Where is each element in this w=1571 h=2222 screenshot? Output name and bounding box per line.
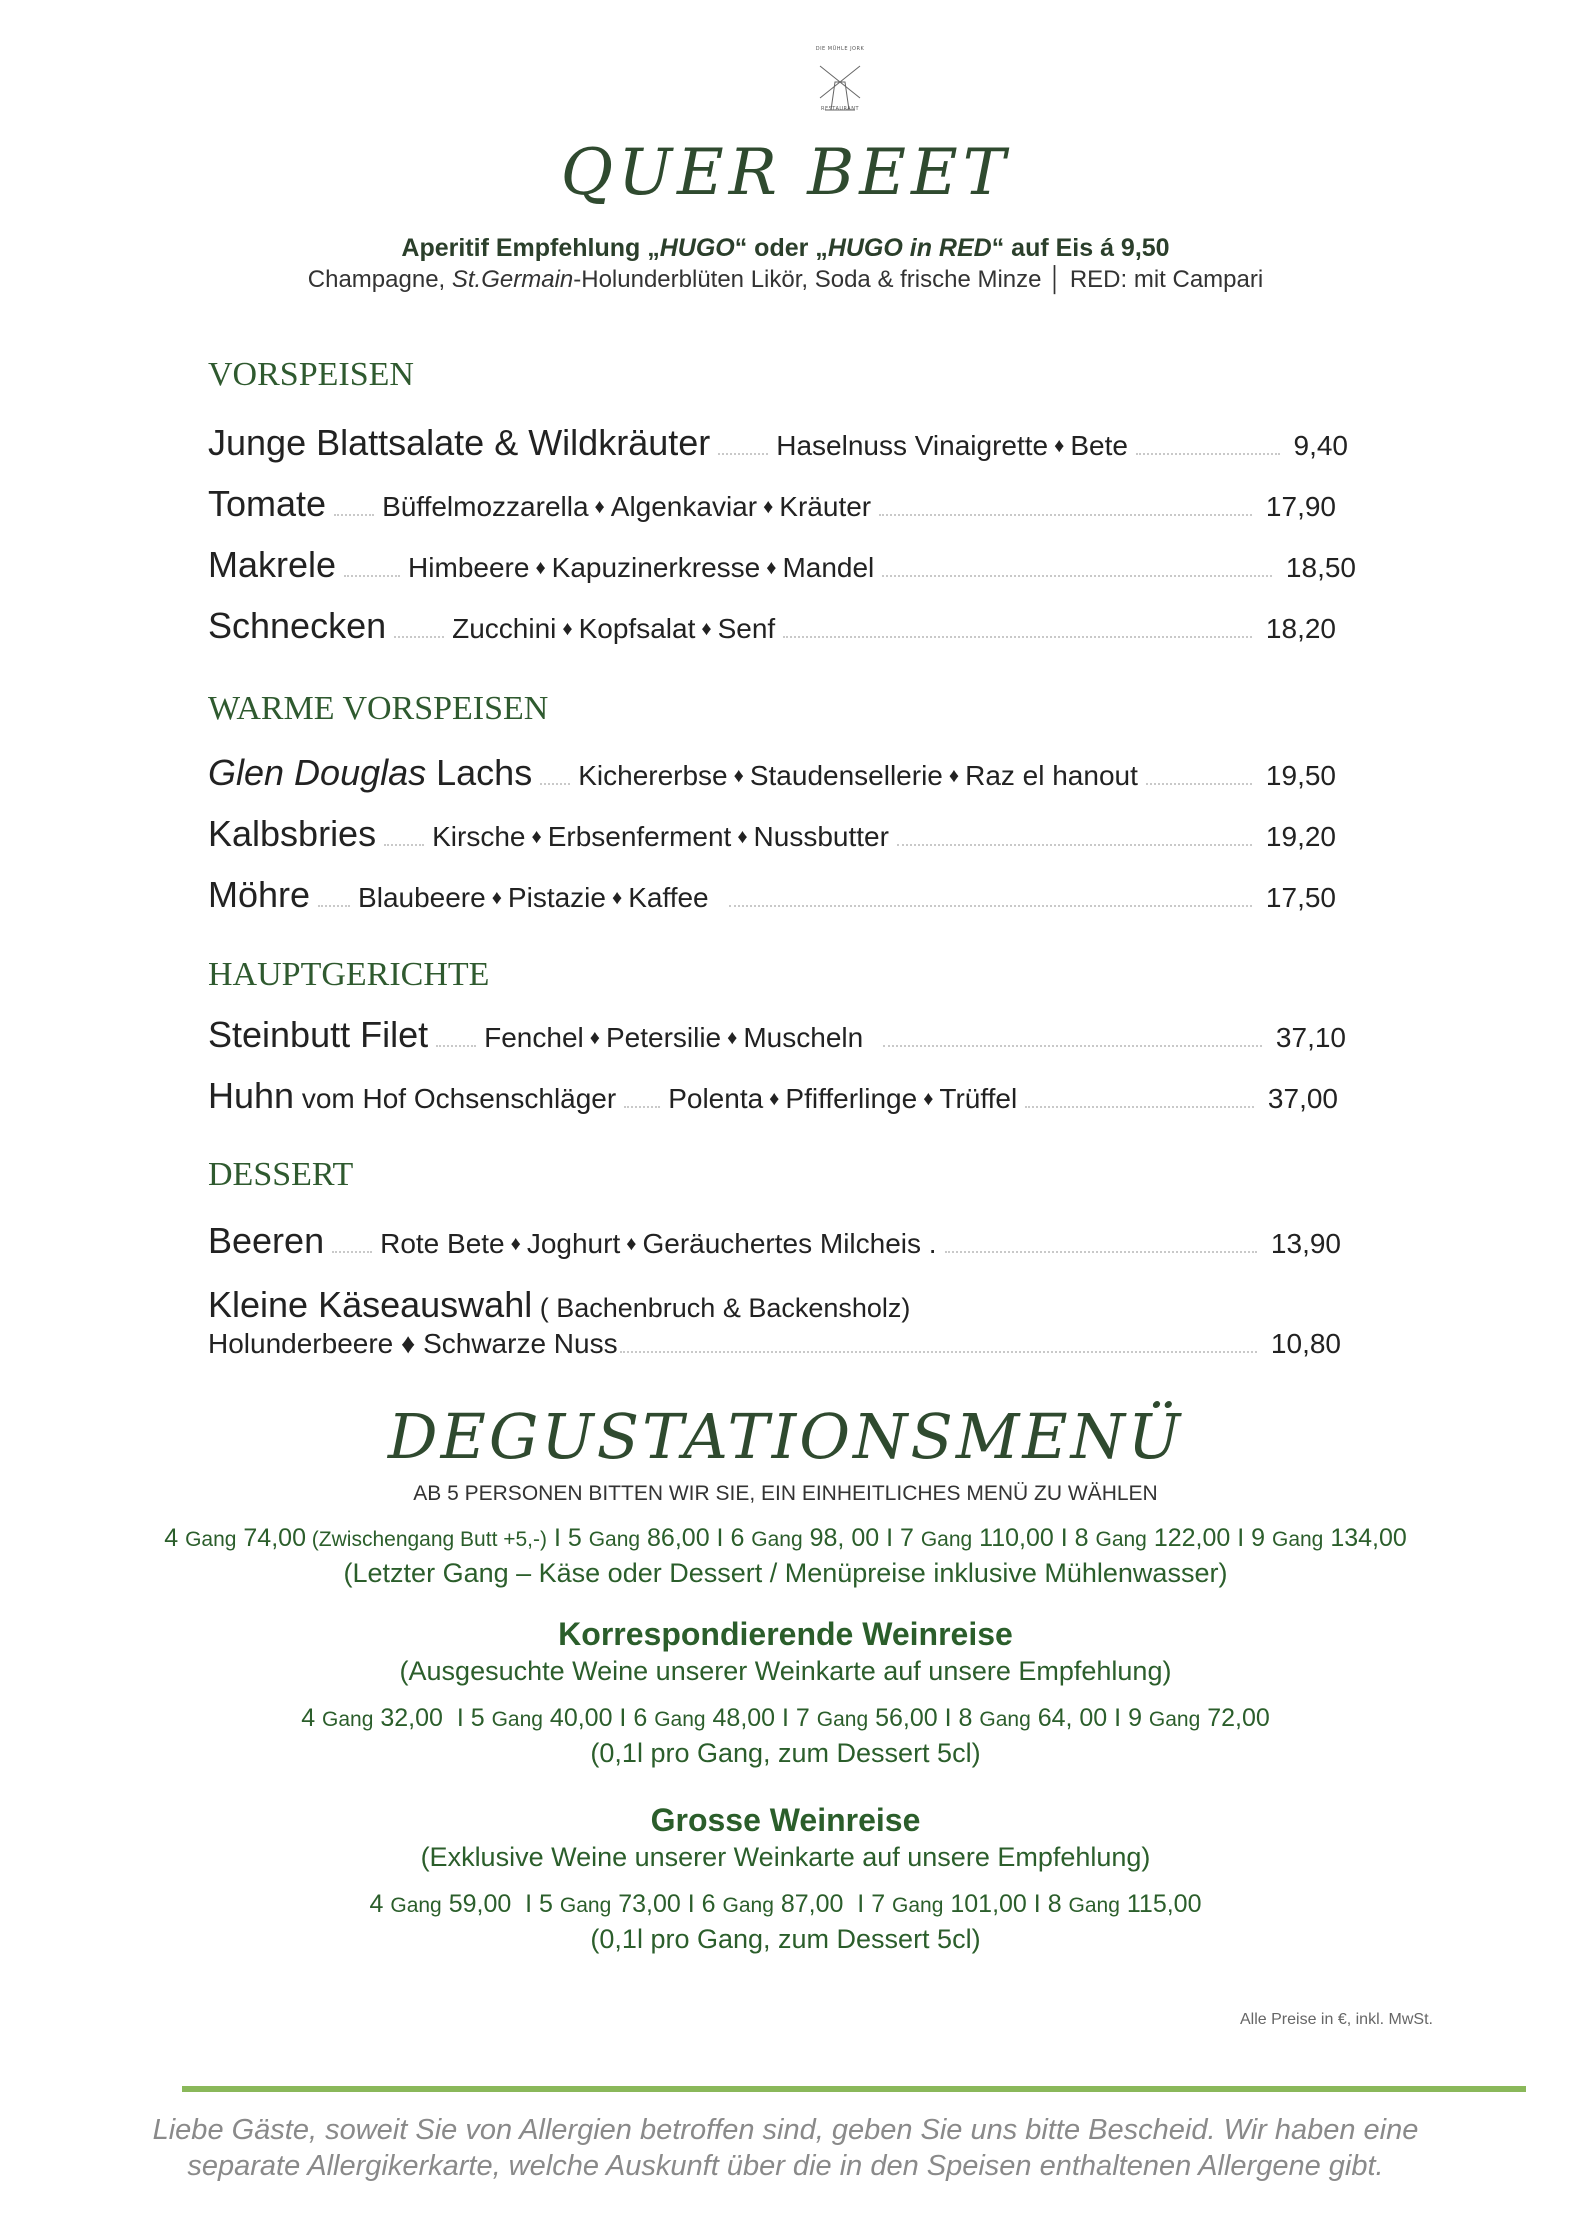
dish-description: Polenta ♦ Pfifferlinge ♦ Trüffel <box>668 1083 1018 1114</box>
dish-row <box>208 483 1368 525</box>
dish-description: Holunderbeere ♦ Schwarze Nuss <box>208 1328 618 1359</box>
logo-top-text: DIE MÜHLE JORK <box>815 46 865 52</box>
dish-row <box>208 1284 1368 1326</box>
degustation-info: AB 5 PERSONEN BITTEN WIR SIE, EIN EINHEITLICHES MENÜ ZU WÄHLEN <box>413 1482 1158 1505</box>
footer-divider <box>182 2086 1526 2092</box>
dish-description: Blaubeere ♦ Pistazie ♦ Kaffee <box>358 882 709 913</box>
dish-price: 17,50 <box>1265 882 1336 913</box>
dish-row <box>208 544 1368 586</box>
dish-description: Fenchel ♦ Petersilie ♦ Muscheln <box>484 1022 864 1053</box>
degustation-title: DEGUSTATIONSMENÜ <box>387 1400 1184 1473</box>
dish-name: Schnecken <box>208 605 387 646</box>
dish-description: Kichererbse ♦ Staudensellerie ♦ Raz el hanout <box>578 760 1138 791</box>
section-title-hauptgerichte: HAUPTGERICHTE <box>208 956 490 993</box>
windmill-icon <box>805 54 875 114</box>
dish-row <box>208 813 1368 855</box>
dish-price: 37,10 <box>1275 1022 1346 1053</box>
wine-pairing-note: (0,1l pro Gang, zum Dessert 5cl) <box>590 1738 981 1768</box>
section-title-vorspeisen: VORSPEISEN <box>208 356 414 393</box>
dish-description: Haselnuss Vinaigrette ♦ Bete <box>776 430 1128 461</box>
dish-description: Rote Bete ♦ Joghurt ♦ Geräuchertes Milcheis . <box>380 1228 937 1259</box>
dish-name: Kalbsbries <box>208 813 377 854</box>
price-disclaimer: Alle Preise in €, inkl. MwSt. <box>1240 2011 1433 2028</box>
dish-price: 37,00 <box>1267 1083 1338 1114</box>
dish-price: 10,80 <box>1270 1328 1341 1359</box>
dish-price: 13,90 <box>1270 1228 1341 1259</box>
dish-row <box>208 422 1368 464</box>
dish-row <box>208 605 1368 647</box>
dish-description: Himbeere ♦ Kapuzinerkresse ♦ Mandel <box>408 552 875 583</box>
dish-row <box>208 1328 1368 1360</box>
wine-pairing-prices: 4 Gang 32,00 I 5 Gang 40,00 I 6 Gang 48,00 I 7 Gang 56,00 I 8 Gang 64, 00 I 9 Gang 72,00 <box>301 1704 1270 1732</box>
dish-name: Makrele <box>208 544 337 585</box>
aperitif-description: Champagne, St.Germain-Holunderblüten Likör, Soda & frische Minze │ RED: mit Campari <box>307 266 1264 293</box>
dish-description: Büffelmozzarella ♦ Algenkaviar ♦ Kräuter <box>382 491 872 522</box>
dish-name: Junge Blattsalate & Wildkräuter <box>208 422 711 463</box>
section-title-warme-vorspeisen: WARME VORSPEISEN <box>208 690 549 727</box>
wine-pairing-title: Grosse Weinreise <box>650 1802 921 1838</box>
dish-row <box>208 1220 1368 1262</box>
dish-name: Tomate <box>208 483 327 524</box>
dish-name: Steinbutt Filet <box>208 1014 429 1055</box>
aperitif-headline: Aperitif Empfehlung „HUGO“ oder „HUGO in RED“ auf Eis á 9,50 <box>401 234 1170 262</box>
dish-price: 19,50 <box>1265 760 1336 791</box>
dish-description: Kirsche ♦ Erbsenferment ♦ Nussbutter <box>432 821 889 852</box>
dish-price: 17,90 <box>1265 491 1336 522</box>
dish-name: Möhre <box>208 874 311 915</box>
section-title-dessert: DESSERT <box>208 1156 354 1193</box>
wine-pairing-subtitle: (Ausgesuchte Weine unserer Weinkarte auf unsere Empfehlung) <box>399 1656 1172 1686</box>
dish-name: Glen Douglas Lachs <box>208 752 533 793</box>
dish-row <box>208 874 1368 916</box>
dish-price: 19,20 <box>1265 821 1336 852</box>
menu-price-line: 4 Gang 74,00 (Zwischengang Butt +5,-) I 5 Gang 86,00 I 6 Gang 98, 00 I 7 Gang 110,00 I 8 Gang 122,00 I 9 Gang 134,00 <box>164 1524 1407 1552</box>
dish-name: Huhn vom Hof Ochsenschläger <box>208 1075 617 1116</box>
dish-name: Beeren <box>208 1220 325 1261</box>
wine-pairing-title: Korrespondierende Weinreise <box>558 1616 1013 1652</box>
allergy-notice-line1: Liebe Gäste, soweit Sie von Allergien betroffen sind, geben Sie uns bitte Bescheid. Wir haben eine <box>152 2114 1419 2146</box>
wine-pairing-prices: 4 Gang 59,00 I 5 Gang 73,00 I 6 Gang 87,00 I 7 Gang 101,00 I 8 Gang 115,00 <box>369 1890 1202 1918</box>
menu-note: (Letzter Gang – Käse oder Dessert / Menüpreise inklusive Mühlenwasser) <box>343 1558 1228 1588</box>
dish-row <box>208 752 1368 794</box>
wine-pairing-note: (0,1l pro Gang, zum Dessert 5cl) <box>590 1924 981 1954</box>
dish-name: Kleine Käseauswahl ( Bachenbruch & Backensholz) <box>208 1284 911 1325</box>
dish-description: Zucchini ♦ Kopfsalat ♦ Senf <box>452 613 776 644</box>
wine-pairing-subtitle: (Exklusive Weine unserer Weinkarte auf unsere Empfehlung) <box>420 1842 1151 1872</box>
dish-price: 9,40 <box>1293 430 1348 461</box>
dish-price: 18,50 <box>1285 552 1356 583</box>
restaurant-logo <box>805 46 875 116</box>
dish-price: 18,20 <box>1265 613 1336 644</box>
dish-row <box>208 1014 1368 1056</box>
allergy-notice-line2: separate Allergikerkarte, welche Auskunft über die in den Speisen enthaltenen Allergene gibt. <box>187 2150 1384 2182</box>
logo-bottom-text: RESTAURANT <box>820 106 860 112</box>
dish-row <box>208 1075 1368 1117</box>
menu-title: QUER BEET <box>560 136 1011 210</box>
